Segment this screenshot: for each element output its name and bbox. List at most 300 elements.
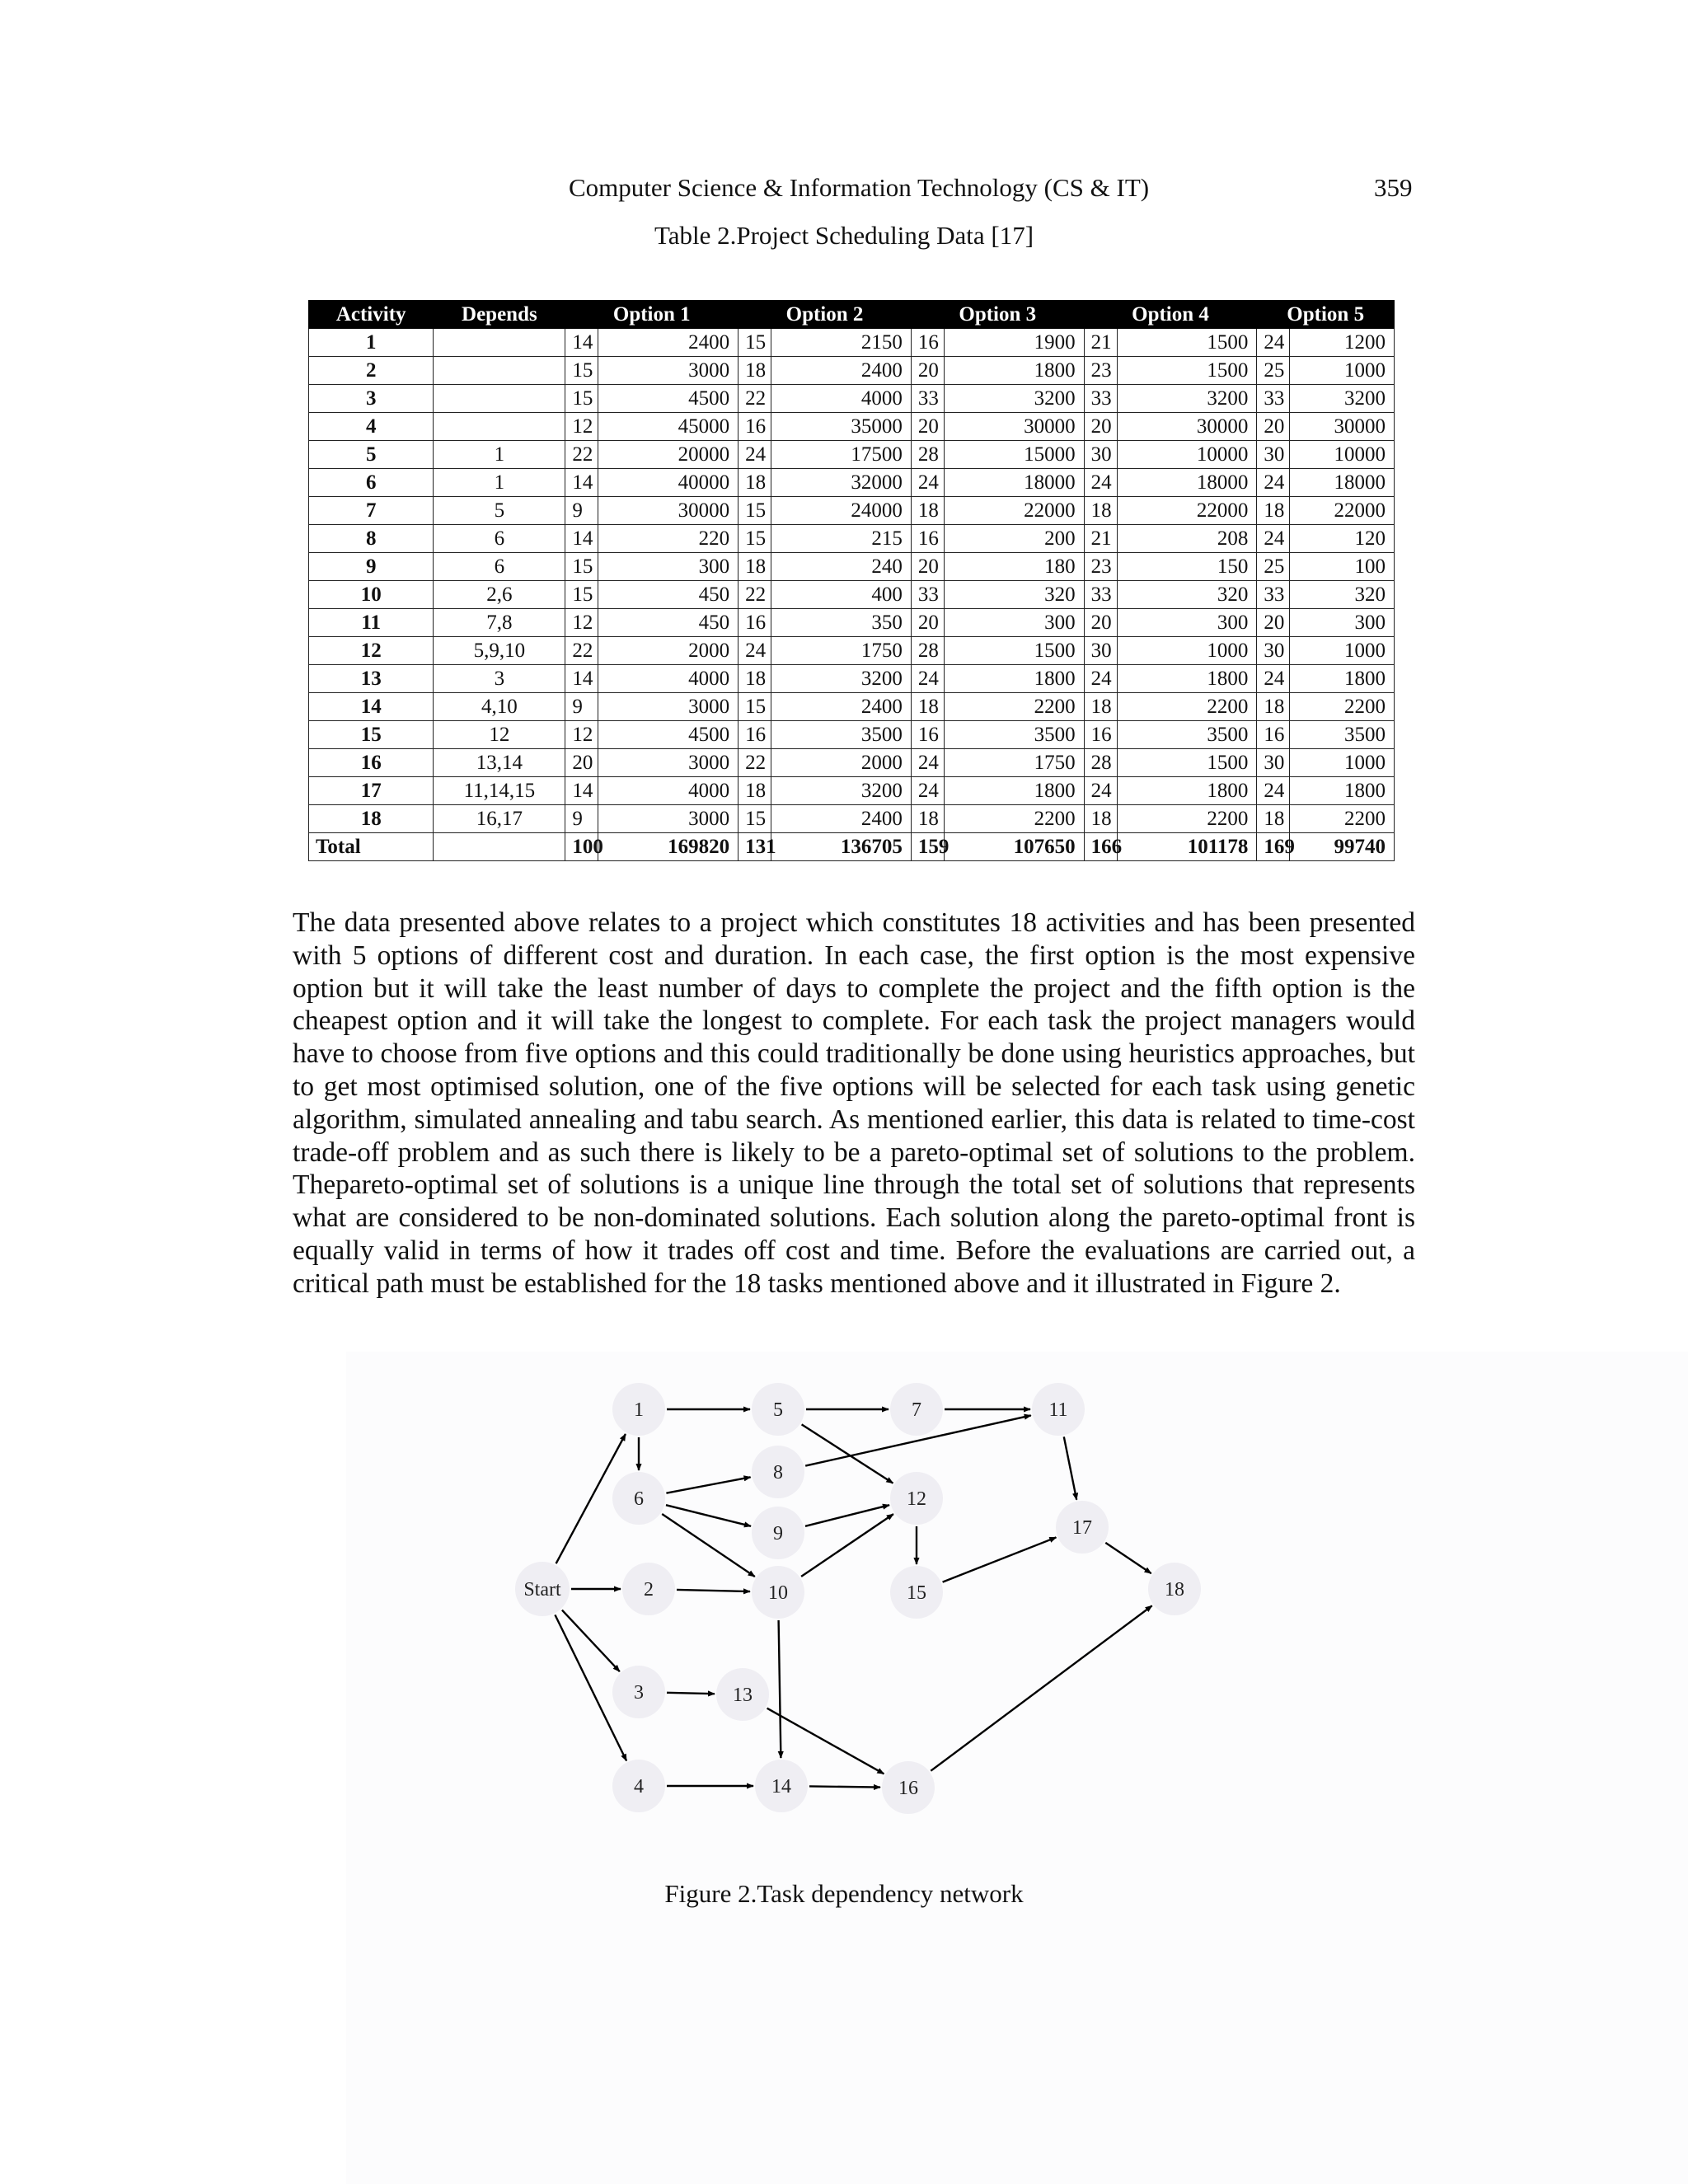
cost-cell: 1900 — [944, 329, 1084, 357]
total-duration-cell: 159 — [911, 833, 944, 861]
cost-cell: 1750 — [771, 637, 912, 665]
activity-cell: 2 — [309, 357, 434, 385]
duration-cell: 24 — [1084, 777, 1117, 805]
duration-cell: 18 — [738, 357, 771, 385]
table-row — [309, 805, 1395, 833]
duration-cell: 33 — [1257, 581, 1290, 609]
duration-cell: 16 — [1084, 721, 1117, 749]
duration-cell: 20 — [1084, 413, 1117, 441]
duration-cell: 12 — [565, 721, 598, 749]
cost-cell: 215 — [771, 525, 912, 553]
edge-n17-to-n18 — [1105, 1543, 1151, 1573]
table-row — [309, 525, 1395, 553]
duration-cell: 21 — [1084, 525, 1117, 553]
node-n3 — [612, 1666, 665, 1718]
node-label: 3 — [634, 1682, 644, 1704]
duration-cell: 20 — [1084, 609, 1117, 637]
cost-cell: 320 — [1290, 581, 1395, 609]
cost-cell: 1500 — [944, 637, 1084, 665]
node-n7 — [890, 1383, 943, 1436]
edge-n14-to-n16 — [809, 1786, 880, 1787]
table-row — [309, 469, 1395, 497]
duration-cell: 14 — [565, 777, 598, 805]
depends-cell: 6 — [434, 525, 565, 553]
depends-cell: 11,14,15 — [434, 777, 565, 805]
node-label: 14 — [771, 1776, 791, 1797]
duration-cell: 24 — [738, 441, 771, 469]
cost-cell: 1800 — [1117, 665, 1257, 693]
activity-cell: 18 — [309, 805, 434, 833]
duration-cell: 21 — [1084, 329, 1117, 357]
duration-cell: 24 — [1084, 665, 1117, 693]
cost-cell: 200 — [944, 525, 1084, 553]
total-cost-cell: 99740 — [1290, 833, 1395, 861]
cost-cell: 3000 — [598, 805, 738, 833]
table-row — [309, 665, 1395, 693]
duration-cell: 18 — [738, 665, 771, 693]
node-n1 — [612, 1383, 665, 1436]
cost-cell: 30000 — [1290, 413, 1395, 441]
edge-n6-to-n8 — [666, 1477, 750, 1493]
activity-cell: 14 — [309, 693, 434, 721]
depends-cell: 6 — [434, 553, 565, 581]
cost-cell: 220 — [598, 525, 738, 553]
duration-cell: 24 — [1257, 777, 1290, 805]
activity-cell: 4 — [309, 413, 434, 441]
cost-cell: 2400 — [598, 329, 738, 357]
cost-cell: 3200 — [771, 777, 912, 805]
cost-cell: 35000 — [771, 413, 912, 441]
table-header-row — [309, 301, 1395, 329]
cost-cell: 450 — [598, 581, 738, 609]
cost-cell: 2000 — [598, 637, 738, 665]
table-body — [309, 329, 1395, 861]
cost-cell: 22000 — [944, 497, 1084, 525]
duration-cell: 20 — [1257, 609, 1290, 637]
duration-cell: 9 — [565, 693, 598, 721]
cost-cell: 1800 — [1117, 777, 1257, 805]
duration-cell: 22 — [738, 385, 771, 413]
cost-cell: 3500 — [944, 721, 1084, 749]
cost-cell: 4500 — [598, 721, 738, 749]
duration-cell: 18 — [1257, 805, 1290, 833]
edge-n9-to-n12 — [805, 1505, 889, 1526]
table-row — [309, 413, 1395, 441]
activity-cell: 6 — [309, 469, 434, 497]
cost-cell: 15000 — [944, 441, 1084, 469]
activity-cell: 17 — [309, 777, 434, 805]
duration-cell: 16 — [911, 329, 944, 357]
duration-cell: 12 — [565, 413, 598, 441]
body-paragraph: The data presented above relates to a project which constitutes 18 activities and has been presented with 5 options of different cost and duration. In each case, the first option is the most expensive option but it will take the least number of days to complete the project and the fifth option is the cheapest option and it will take the longest to complete. For each task the project managers would have to choose from five options and this could traditionally be done using heuristics approaches, but to get most optimised solution, one of the five options will be selected for each task using genetic algorithm, simulated annealing and tabu search. As mentioned earlier, this data is related to time-cost trade-off problem and as such there is likely to be a pareto-optimal set of solutions to the problem. Thepareto-optimal set of solutions is a unique line through the total set of solutions that represents what are considered to be non-dominated solutions. Each solution along the pareto-optimal front is equally valid in terms of how it trades off cost and time. Before the evaluations are carried out, a critical path must be established for the 18 tasks mentioned above and it illustrated in Figure 2. — [293, 907, 1415, 1299]
duration-cell: 24 — [1257, 469, 1290, 497]
duration-cell: 15 — [565, 357, 598, 385]
table-row — [309, 385, 1395, 413]
header-option-5: Option 5 — [1257, 301, 1395, 329]
duration-cell: 20 — [565, 749, 598, 777]
total-duration-cell: 131 — [738, 833, 771, 861]
duration-cell: 22 — [565, 441, 598, 469]
cost-cell: 100 — [1290, 553, 1395, 581]
depends-cell — [434, 385, 565, 413]
duration-cell: 20 — [911, 357, 944, 385]
table-row — [309, 329, 1395, 357]
duration-cell: 30 — [1257, 749, 1290, 777]
cost-cell: 1000 — [1117, 637, 1257, 665]
cost-cell: 10000 — [1290, 441, 1395, 469]
cost-cell: 1800 — [1290, 777, 1395, 805]
edge-n10-to-n14 — [779, 1620, 781, 1758]
activity-cell: 8 — [309, 525, 434, 553]
duration-cell: 18 — [1257, 693, 1290, 721]
cost-cell: 3000 — [598, 693, 738, 721]
cost-cell: 30000 — [944, 413, 1084, 441]
duration-cell: 16 — [738, 721, 771, 749]
duration-cell: 15 — [738, 805, 771, 833]
node-label: 10 — [768, 1582, 788, 1604]
cost-cell: 240 — [771, 553, 912, 581]
duration-cell: 18 — [911, 693, 944, 721]
activity-cell: 16 — [309, 749, 434, 777]
cost-cell: 2200 — [1117, 693, 1257, 721]
cost-cell: 3000 — [598, 749, 738, 777]
duration-cell: 15 — [565, 553, 598, 581]
duration-cell: 18 — [738, 469, 771, 497]
node-n14 — [755, 1760, 808, 1812]
node-label: 8 — [773, 1462, 783, 1483]
duration-cell: 14 — [565, 525, 598, 553]
node-label: 6 — [634, 1488, 644, 1510]
activity-cell: 1 — [309, 329, 434, 357]
duration-cell: 15 — [565, 385, 598, 413]
cost-cell: 120 — [1290, 525, 1395, 553]
table-row — [309, 581, 1395, 609]
cost-cell: 32000 — [771, 469, 912, 497]
cost-cell: 45000 — [598, 413, 738, 441]
header-depends: Depends — [434, 301, 565, 329]
duration-cell: 18 — [1084, 497, 1117, 525]
cost-cell: 3000 — [598, 357, 738, 385]
duration-cell: 33 — [911, 385, 944, 413]
cost-cell: 3200 — [771, 665, 912, 693]
cost-cell: 2200 — [1290, 805, 1395, 833]
table-row — [309, 553, 1395, 581]
table-row — [309, 693, 1395, 721]
duration-cell: 15 — [738, 525, 771, 553]
node-label: 7 — [912, 1399, 921, 1421]
cost-cell: 2200 — [944, 693, 1084, 721]
duration-cell: 18 — [911, 805, 944, 833]
cost-cell: 2200 — [1290, 693, 1395, 721]
cost-cell: 2200 — [944, 805, 1084, 833]
node-label: 1 — [634, 1399, 644, 1421]
header-option-4: Option 4 — [1084, 301, 1257, 329]
total-cost-cell: 107650 — [944, 833, 1084, 861]
duration-cell: 16 — [738, 413, 771, 441]
total-cost-cell: 136705 — [771, 833, 912, 861]
duration-cell: 24 — [1084, 469, 1117, 497]
activity-cell: 12 — [309, 637, 434, 665]
cost-cell: 2150 — [771, 329, 912, 357]
cost-cell: 320 — [944, 581, 1084, 609]
cost-cell: 180 — [944, 553, 1084, 581]
activity-cell: 5 — [309, 441, 434, 469]
node-n11 — [1032, 1383, 1085, 1436]
table-caption: Table 2.Project Scheduling Data [17] — [654, 221, 1034, 250]
cost-cell: 3500 — [1117, 721, 1257, 749]
depends-cell: 5 — [434, 497, 565, 525]
total-cost-cell: 101178 — [1117, 833, 1257, 861]
duration-cell: 23 — [1084, 357, 1117, 385]
duration-cell: 24 — [1257, 525, 1290, 553]
node-label: 17 — [1072, 1517, 1092, 1539]
cost-cell: 1800 — [944, 357, 1084, 385]
duration-cell: 14 — [565, 329, 598, 357]
cost-cell: 22000 — [1290, 497, 1395, 525]
cost-cell: 10000 — [1117, 441, 1257, 469]
node-n16 — [882, 1761, 935, 1814]
table-row — [309, 609, 1395, 637]
table-row — [309, 357, 1395, 385]
edge-n16-to-n18 — [931, 1605, 1151, 1770]
duration-cell: 33 — [1084, 581, 1117, 609]
node-label: 13 — [733, 1685, 753, 1706]
figure-caption: Figure 2.Task dependency network — [664, 1879, 1024, 1908]
duration-cell: 12 — [565, 609, 598, 637]
activity-cell: 7 — [309, 497, 434, 525]
depends-cell: 16,17 — [434, 805, 565, 833]
cost-cell: 2400 — [771, 693, 912, 721]
duration-cell: 23 — [1084, 553, 1117, 581]
table-row — [309, 749, 1395, 777]
duration-cell: 18 — [1084, 805, 1117, 833]
cost-cell: 3200 — [1117, 385, 1257, 413]
duration-cell: 28 — [1084, 749, 1117, 777]
duration-cell: 18 — [1257, 497, 1290, 525]
duration-cell: 24 — [911, 749, 944, 777]
duration-cell: 16 — [1257, 721, 1290, 749]
cost-cell: 300 — [944, 609, 1084, 637]
duration-cell: 22 — [738, 581, 771, 609]
duration-cell: 20 — [911, 553, 944, 581]
cost-cell: 450 — [598, 609, 738, 637]
node-label: 12 — [907, 1488, 926, 1510]
duration-cell: 20 — [911, 609, 944, 637]
figure-panel — [346, 1352, 1688, 2184]
header-option-3: Option 3 — [911, 301, 1084, 329]
depends-cell: 4,10 — [434, 693, 565, 721]
table-total-row — [309, 833, 1395, 861]
node-n17 — [1056, 1501, 1109, 1554]
duration-cell: 33 — [911, 581, 944, 609]
edge-n5-to-n12 — [802, 1424, 893, 1483]
node-label: 15 — [907, 1582, 926, 1604]
cost-cell: 2000 — [771, 749, 912, 777]
duration-cell: 16 — [911, 721, 944, 749]
cost-cell: 208 — [1117, 525, 1257, 553]
duration-cell: 28 — [911, 637, 944, 665]
depends-cell: 7,8 — [434, 609, 565, 637]
node-label: 11 — [1048, 1399, 1068, 1421]
duration-cell: 24 — [1257, 329, 1290, 357]
duration-cell: 24 — [738, 637, 771, 665]
node-label: 9 — [773, 1523, 783, 1544]
cost-cell: 3500 — [771, 721, 912, 749]
duration-cell: 30 — [1084, 637, 1117, 665]
duration-cell: 15 — [738, 329, 771, 357]
cost-cell: 1500 — [1117, 329, 1257, 357]
cost-cell: 4500 — [598, 385, 738, 413]
duration-cell: 24 — [1257, 665, 1290, 693]
node-n8 — [752, 1446, 804, 1498]
duration-cell: 20 — [911, 413, 944, 441]
edge-start-to-n3 — [562, 1610, 620, 1672]
page-number: 359 — [1374, 173, 1413, 202]
depends-cell — [434, 833, 565, 861]
node-n2 — [622, 1563, 675, 1615]
cost-cell: 1200 — [1290, 329, 1395, 357]
cost-cell: 1750 — [944, 749, 1084, 777]
table-row — [309, 441, 1395, 469]
cost-cell: 30000 — [598, 497, 738, 525]
cost-cell: 18000 — [1117, 469, 1257, 497]
cost-cell: 1800 — [1290, 665, 1395, 693]
node-label: 16 — [898, 1778, 918, 1799]
activity-cell: 13 — [309, 665, 434, 693]
duration-cell: 24 — [911, 665, 944, 693]
depends-cell: 12 — [434, 721, 565, 749]
cost-cell: 320 — [1117, 581, 1257, 609]
duration-cell: 24 — [911, 777, 944, 805]
edge-n11-to-n17 — [1064, 1436, 1076, 1499]
depends-cell: 1 — [434, 469, 565, 497]
cost-cell: 3500 — [1290, 721, 1395, 749]
cost-cell: 4000 — [598, 665, 738, 693]
total-duration-cell: 100 — [565, 833, 598, 861]
node-label: 5 — [773, 1399, 783, 1421]
duration-cell: 28 — [911, 441, 944, 469]
depends-cell — [434, 357, 565, 385]
edge-n2-to-n10 — [677, 1590, 750, 1591]
duration-cell: 22 — [565, 637, 598, 665]
header-activity: Activity — [309, 301, 434, 329]
depends-cell — [434, 413, 565, 441]
cost-cell: 400 — [771, 581, 912, 609]
cost-cell: 18000 — [944, 469, 1084, 497]
table-row — [309, 497, 1395, 525]
duration-cell: 25 — [1257, 553, 1290, 581]
cost-cell: 22000 — [1117, 497, 1257, 525]
duration-cell: 20 — [1257, 413, 1290, 441]
node-n15 — [890, 1566, 943, 1619]
duration-cell: 9 — [565, 497, 598, 525]
activity-cell: 10 — [309, 581, 434, 609]
total-cost-cell: 169820 — [598, 833, 738, 861]
duration-cell: 14 — [565, 469, 598, 497]
activity-cell: 3 — [309, 385, 434, 413]
node-n5 — [752, 1383, 804, 1436]
duration-cell: 16 — [738, 609, 771, 637]
duration-cell: 15 — [565, 581, 598, 609]
cost-cell: 1000 — [1290, 749, 1395, 777]
cost-cell: 17500 — [771, 441, 912, 469]
node-start — [515, 1562, 570, 1616]
table-row — [309, 637, 1395, 665]
table-row — [309, 721, 1395, 749]
node-n4 — [612, 1760, 665, 1812]
edge-n3-to-n13 — [667, 1693, 715, 1694]
duration-cell: 33 — [1084, 385, 1117, 413]
cost-cell: 30000 — [1117, 413, 1257, 441]
node-label: 4 — [634, 1776, 644, 1797]
duration-cell: 30 — [1257, 637, 1290, 665]
cost-cell: 3200 — [944, 385, 1084, 413]
total-duration-cell: 169 — [1257, 833, 1290, 861]
node-n9 — [752, 1507, 804, 1559]
node-n18 — [1148, 1563, 1201, 1615]
depends-cell: 5,9,10 — [434, 637, 565, 665]
node-label: Start — [523, 1579, 561, 1601]
cost-cell: 1800 — [944, 665, 1084, 693]
depends-cell: 3 — [434, 665, 565, 693]
node-n12 — [890, 1472, 943, 1525]
project-scheduling-table — [308, 300, 1395, 861]
task-dependency-network — [346, 1352, 1688, 2184]
duration-cell: 22 — [738, 749, 771, 777]
depends-cell: 2,6 — [434, 581, 565, 609]
duration-cell: 15 — [738, 497, 771, 525]
depends-cell: 13,14 — [434, 749, 565, 777]
duration-cell: 16 — [911, 525, 944, 553]
node-label: 2 — [644, 1579, 654, 1601]
duration-cell: 24 — [911, 469, 944, 497]
cost-cell: 300 — [1290, 609, 1395, 637]
cost-cell: 1500 — [1117, 749, 1257, 777]
edge-n15-to-n17 — [943, 1537, 1057, 1582]
cost-cell: 2400 — [771, 357, 912, 385]
cost-cell: 40000 — [598, 469, 738, 497]
duration-cell: 9 — [565, 805, 598, 833]
cost-cell: 18000 — [1290, 469, 1395, 497]
cost-cell: 3200 — [1290, 385, 1395, 413]
cost-cell: 1500 — [1117, 357, 1257, 385]
header-option-2: Option 2 — [738, 301, 912, 329]
duration-cell: 30 — [1257, 441, 1290, 469]
cost-cell: 2200 — [1117, 805, 1257, 833]
node-label: 18 — [1165, 1579, 1184, 1601]
total-label-cell: Total — [309, 833, 434, 861]
cost-cell: 1800 — [944, 777, 1084, 805]
duration-cell: 25 — [1257, 357, 1290, 385]
cost-cell: 150 — [1117, 553, 1257, 581]
activity-cell: 11 — [309, 609, 434, 637]
duration-cell: 18 — [738, 777, 771, 805]
table-row — [309, 777, 1395, 805]
activity-cell: 9 — [309, 553, 434, 581]
total-duration-cell: 166 — [1084, 833, 1117, 861]
cost-cell: 1000 — [1290, 357, 1395, 385]
running-header: Computer Science & Information Technology (CS & IT) — [569, 173, 1150, 202]
cost-cell: 300 — [598, 553, 738, 581]
duration-cell: 18 — [911, 497, 944, 525]
cost-cell: 350 — [771, 609, 912, 637]
cost-cell: 20000 — [598, 441, 738, 469]
depends-cell: 1 — [434, 441, 565, 469]
node-n13 — [716, 1668, 769, 1721]
node-n10 — [752, 1566, 804, 1619]
activity-cell: 15 — [309, 721, 434, 749]
cost-cell: 24000 — [771, 497, 912, 525]
